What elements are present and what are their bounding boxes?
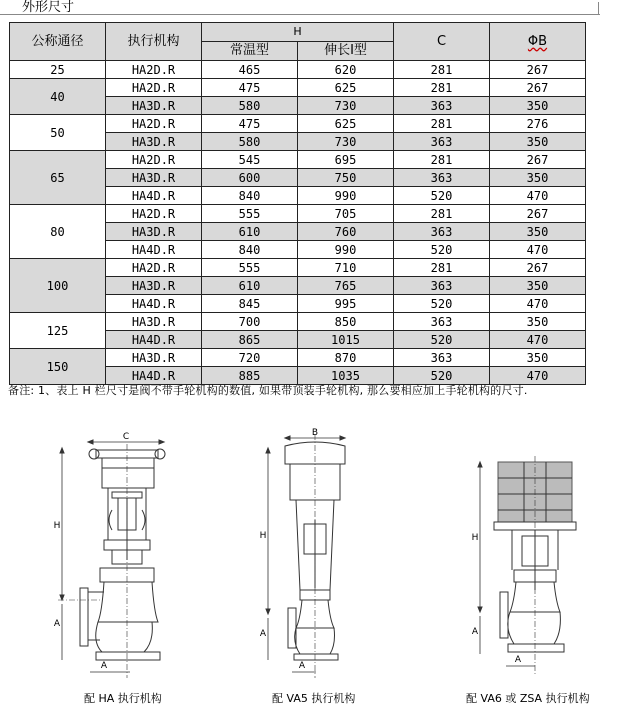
cell-phi-b: 267 bbox=[490, 259, 586, 277]
table-row bbox=[10, 205, 586, 223]
caption-va6-zsa: 配 VA6 或 ZSA 执行机构 bbox=[466, 692, 590, 705]
cell-h-extended: 750 bbox=[298, 169, 394, 187]
cell-c: 363 bbox=[394, 349, 490, 367]
header-dn: 公称通径 bbox=[10, 23, 106, 61]
section-title: 外形尺寸 bbox=[22, 0, 75, 15]
cell-dn: 50 bbox=[10, 115, 106, 151]
cell-h-extended: 705 bbox=[298, 205, 394, 223]
drawing-va5-actuator bbox=[260, 428, 345, 678]
table-note: 备注: 1、表上 H 栏尺寸是阀不带手轮机构的数值, 如果带顶装手轮机构, 那么要相应加上手轮机构的尺寸. bbox=[8, 384, 528, 397]
cell-c: 520 bbox=[394, 295, 490, 313]
cell-h-normal: 840 bbox=[202, 187, 298, 205]
cell-actuator: HA2D.R bbox=[106, 61, 202, 79]
phi-b-label: ΦB bbox=[527, 33, 548, 49]
header-h-extended: 伸长I型 bbox=[298, 42, 394, 61]
cell-h-extended: 1035 bbox=[298, 367, 394, 385]
cell-c: 363 bbox=[394, 313, 490, 331]
cell-c: 281 bbox=[394, 115, 490, 133]
cell-actuator: HA4D.R bbox=[106, 187, 202, 205]
cell-h-extended: 990 bbox=[298, 241, 394, 259]
cell-actuator: HA3D.R bbox=[106, 223, 202, 241]
cell-dn: 40 bbox=[10, 79, 106, 115]
cell-c: 363 bbox=[394, 169, 490, 187]
cell-h-normal: 865 bbox=[202, 331, 298, 349]
cell-c: 281 bbox=[394, 205, 490, 223]
dim-c-label-1: C bbox=[122, 432, 130, 442]
cell-actuator: HA3D.R bbox=[106, 277, 202, 295]
cell-phi-b: 350 bbox=[490, 277, 586, 295]
cell-h-extended: 760 bbox=[298, 223, 394, 241]
cell-phi-b: 350 bbox=[490, 223, 586, 241]
cell-phi-b: 350 bbox=[490, 97, 586, 115]
cell-actuator: HA3D.R bbox=[106, 97, 202, 115]
dim-a-label-3: A bbox=[259, 629, 267, 639]
cell-phi-b: 470 bbox=[490, 367, 586, 385]
header-h-normal: 常温型 bbox=[202, 42, 298, 61]
cell-actuator: HA3D.R bbox=[106, 313, 202, 331]
corner-mark bbox=[598, 2, 607, 14]
cell-phi-b: 276 bbox=[490, 115, 586, 133]
dim-a-label-2: A bbox=[100, 661, 108, 671]
cell-dn: 125 bbox=[10, 313, 106, 349]
dim-a-label-6: A bbox=[514, 655, 522, 665]
cell-phi-b: 350 bbox=[490, 133, 586, 151]
cell-h-extended: 730 bbox=[298, 97, 394, 115]
valve-drawings bbox=[0, 420, 636, 690]
cell-h-normal: 580 bbox=[202, 133, 298, 151]
header-actuator: 执行机构 bbox=[106, 23, 202, 61]
cell-h-normal: 610 bbox=[202, 277, 298, 295]
table-row bbox=[10, 349, 586, 367]
cell-dn: 80 bbox=[10, 205, 106, 259]
cell-phi-b: 350 bbox=[490, 313, 586, 331]
cell-actuator: HA3D.R bbox=[106, 133, 202, 151]
cell-phi-b: 350 bbox=[490, 169, 586, 187]
cell-actuator: HA2D.R bbox=[106, 115, 202, 133]
cell-dn: 150 bbox=[10, 349, 106, 385]
cell-phi-b: 470 bbox=[490, 187, 586, 205]
cell-phi-b: 350 bbox=[490, 349, 586, 367]
table-row bbox=[10, 151, 586, 169]
drawing-ha-actuator bbox=[54, 432, 165, 678]
header-c: C bbox=[394, 23, 490, 61]
cell-dn: 65 bbox=[10, 151, 106, 205]
cell-h-normal: 555 bbox=[202, 205, 298, 223]
header-h: H bbox=[202, 23, 394, 42]
cell-c: 363 bbox=[394, 97, 490, 115]
header-phi-b bbox=[490, 23, 586, 61]
cell-h-extended: 625 bbox=[298, 79, 394, 97]
cell-h-extended: 850 bbox=[298, 313, 394, 331]
dim-h-label-2: H bbox=[259, 531, 267, 541]
cell-h-normal: 555 bbox=[202, 259, 298, 277]
cell-actuator: HA2D.R bbox=[106, 259, 202, 277]
cell-phi-b: 470 bbox=[490, 295, 586, 313]
table-row bbox=[10, 259, 586, 277]
cell-h-normal: 845 bbox=[202, 295, 298, 313]
cell-phi-b: 267 bbox=[490, 61, 586, 79]
cell-h-normal: 545 bbox=[202, 151, 298, 169]
cell-actuator: HA4D.R bbox=[106, 331, 202, 349]
cell-h-normal: 610 bbox=[202, 223, 298, 241]
cell-actuator: HA2D.R bbox=[106, 151, 202, 169]
cell-h-extended: 710 bbox=[298, 259, 394, 277]
cell-h-extended: 625 bbox=[298, 115, 394, 133]
caption-va5: 配 VA5 执行机构 bbox=[272, 692, 356, 705]
title-rule bbox=[0, 14, 600, 15]
cell-c: 520 bbox=[394, 331, 490, 349]
cell-c: 281 bbox=[394, 259, 490, 277]
dim-a-label-1: A bbox=[53, 619, 61, 629]
cell-actuator: HA2D.R bbox=[106, 205, 202, 223]
cell-h-extended: 620 bbox=[298, 61, 394, 79]
drawing-va6-actuator bbox=[472, 456, 576, 674]
table-row bbox=[10, 313, 586, 331]
cell-h-normal: 885 bbox=[202, 367, 298, 385]
cell-actuator: HA2D.R bbox=[106, 79, 202, 97]
cell-actuator: HA3D.R bbox=[106, 349, 202, 367]
cell-actuator: HA4D.R bbox=[106, 295, 202, 313]
cell-h-normal: 600 bbox=[202, 169, 298, 187]
cell-c: 281 bbox=[394, 151, 490, 169]
cell-h-extended: 990 bbox=[298, 187, 394, 205]
cell-actuator: HA3D.R bbox=[106, 169, 202, 187]
cell-phi-b: 267 bbox=[490, 151, 586, 169]
dimension-table-body bbox=[10, 61, 586, 385]
cell-h-extended: 995 bbox=[298, 295, 394, 313]
cell-h-normal: 700 bbox=[202, 313, 298, 331]
cell-h-normal: 840 bbox=[202, 241, 298, 259]
cell-h-normal: 465 bbox=[202, 61, 298, 79]
dim-h-label-1: H bbox=[53, 521, 61, 531]
table-row bbox=[10, 61, 586, 79]
cell-h-normal: 475 bbox=[202, 115, 298, 133]
table-row bbox=[10, 79, 586, 97]
cell-h-extended: 870 bbox=[298, 349, 394, 367]
cell-c: 363 bbox=[394, 223, 490, 241]
caption-ha: 配 HA 执行机构 bbox=[84, 692, 162, 705]
dim-b-label: B bbox=[311, 428, 319, 438]
cell-h-normal: 475 bbox=[202, 79, 298, 97]
dimension-table bbox=[9, 22, 586, 385]
dim-a-label-4: A bbox=[298, 661, 306, 671]
cell-phi-b: 470 bbox=[490, 331, 586, 349]
cell-c: 363 bbox=[394, 133, 490, 151]
cell-h-extended: 730 bbox=[298, 133, 394, 151]
cell-h-normal: 720 bbox=[202, 349, 298, 367]
cell-c: 520 bbox=[394, 367, 490, 385]
cell-h-extended: 1015 bbox=[298, 331, 394, 349]
cell-phi-b: 267 bbox=[490, 79, 586, 97]
cell-phi-b: 470 bbox=[490, 241, 586, 259]
cell-dn: 25 bbox=[10, 61, 106, 79]
cell-h-extended: 695 bbox=[298, 151, 394, 169]
cell-c: 520 bbox=[394, 241, 490, 259]
cell-phi-b: 267 bbox=[490, 205, 586, 223]
dim-a-label-5: A bbox=[471, 627, 479, 637]
dim-h-label-3: H bbox=[471, 533, 479, 543]
cell-h-normal: 580 bbox=[202, 97, 298, 115]
cell-c: 281 bbox=[394, 79, 490, 97]
cell-actuator: HA4D.R bbox=[106, 241, 202, 259]
cell-c: 363 bbox=[394, 277, 490, 295]
cell-h-extended: 765 bbox=[298, 277, 394, 295]
cell-actuator: HA4D.R bbox=[106, 367, 202, 385]
cell-dn: 100 bbox=[10, 259, 106, 313]
cell-c: 520 bbox=[394, 187, 490, 205]
cell-c: 281 bbox=[394, 61, 490, 79]
table-row bbox=[10, 115, 586, 133]
